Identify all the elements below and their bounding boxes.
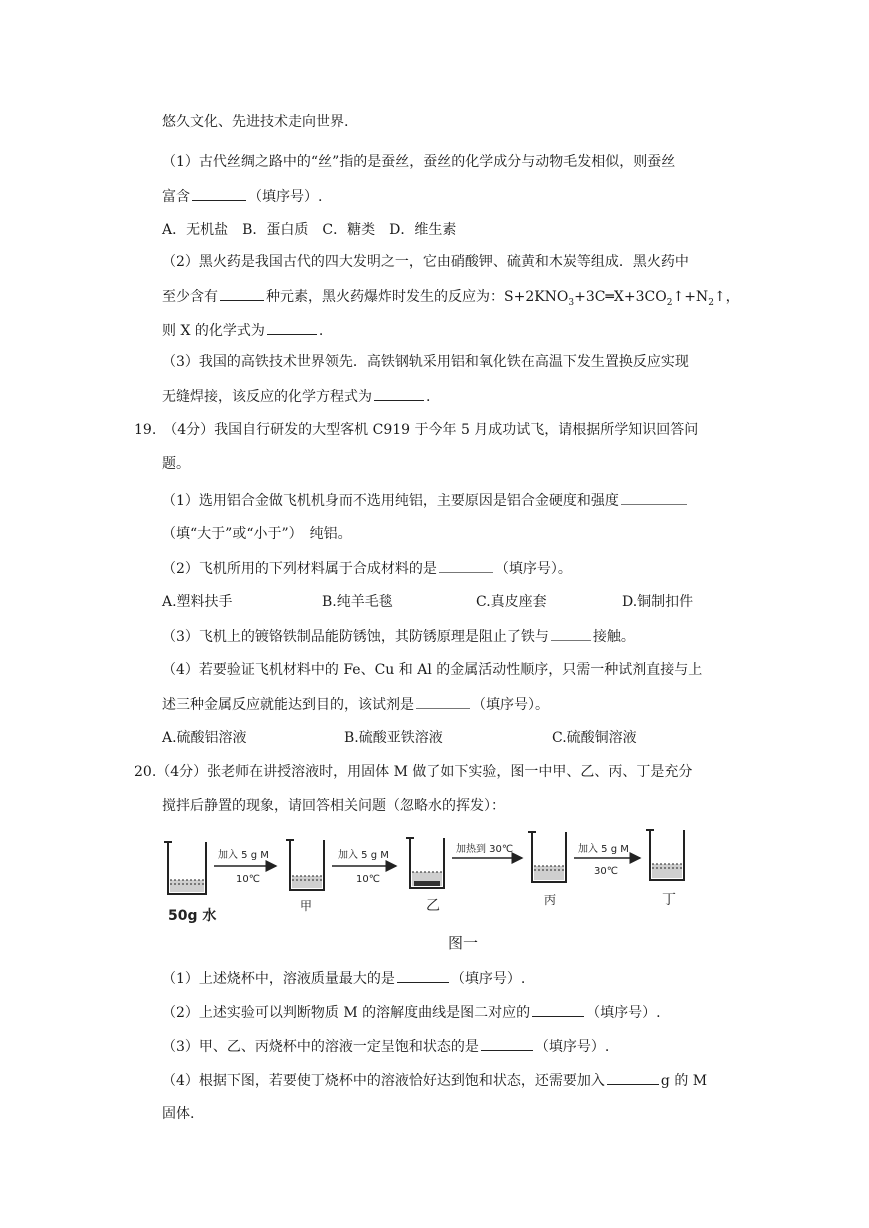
q19-part1-text-2: （填“大于”或“小于”） 纯铝。 bbox=[162, 526, 352, 542]
beaker-start bbox=[164, 842, 206, 894]
beaker-jia-label: 甲 bbox=[300, 899, 313, 913]
q19-part4-option-a: A.硫酸铝溶液 bbox=[162, 730, 247, 746]
q19-part4-text: （4）若要验证飞机材料中的 Fe、Cu 和 Al 的金属活动性顺序，只需一种试剂直接与上 bbox=[162, 662, 703, 678]
q18-part1-text-2 bbox=[162, 186, 322, 207]
q18-sub-1: 3 bbox=[568, 297, 575, 308]
q19-heading: 19. （4分）我国自行研发的大型客机 C919 于今年 5 月成功试飞，请根据所学知识回答问 bbox=[134, 422, 699, 438]
start-label: 50g 水 bbox=[168, 908, 217, 924]
q18-part3-text-2 bbox=[162, 386, 430, 407]
q19-part1-blank[interactable] bbox=[621, 490, 687, 505]
q19-part3-text bbox=[162, 626, 635, 647]
q18-part3-post: . bbox=[426, 389, 431, 405]
q20-part2-pre: （2）上述实验可以判断物质 M 的溶解度曲线是图二对应的 bbox=[162, 1005, 531, 1021]
q18-part2-text-3 bbox=[162, 320, 323, 341]
q18-part2-blank-1[interactable] bbox=[220, 286, 264, 301]
arrow-2-bottom-label: 10℃ bbox=[356, 874, 380, 885]
q19-part4-text-2 bbox=[162, 694, 549, 715]
q18-part1-options: A．无机盐 B．蛋白质 C．糖类 D．维生素 bbox=[162, 222, 457, 238]
diagram-caption: 图一 bbox=[448, 934, 479, 952]
beaker-jia bbox=[286, 840, 324, 890]
q19-heading-2: 题。 bbox=[162, 456, 190, 472]
beaker-yi-label: 乙 bbox=[426, 898, 440, 914]
q20-part3-pre: （3）甲、乙、丙烧杯中的溶液一定呈饱和状态的是 bbox=[162, 1039, 479, 1055]
q19-part1-pre: （1）选用铝合金做飞机机身而不选用纯铝，主要原因是铝合金硬度和强度 bbox=[162, 493, 619, 509]
q19-part3-blank[interactable] bbox=[551, 626, 591, 641]
q18-part2-blank-2[interactable] bbox=[267, 320, 317, 335]
q20-part1-pre: （1）上述烧杯中，溶液质量最大的是 bbox=[162, 971, 395, 987]
q20-part1-text bbox=[162, 968, 525, 989]
q20-part4-text bbox=[162, 1070, 707, 1091]
beaker-yi bbox=[406, 838, 444, 888]
q18-sub-3: 2 bbox=[708, 297, 714, 308]
arrow-4-bottom-label: 30℃ bbox=[594, 866, 618, 877]
q19-part3-post: 接触。 bbox=[592, 629, 635, 645]
arrow-3-top-label: 加热到 30℃ bbox=[456, 844, 514, 855]
arrow-1-bottom-label: 10℃ bbox=[236, 874, 260, 885]
q19-part4-pre: 述三种金属反应就能达到目的，该试剂是 bbox=[162, 697, 414, 713]
q20-part2-post: （填序号）. bbox=[586, 1005, 661, 1021]
arrow-4-top-label: 加入 5 g M bbox=[578, 844, 629, 855]
q19-part2-post: （填序号）。 bbox=[494, 561, 572, 577]
beaker-bing-label: 丙 bbox=[544, 893, 557, 907]
q20-part3-blank[interactable] bbox=[481, 1036, 533, 1051]
q19-option-c: C.真皮座套 bbox=[476, 594, 547, 610]
q20-heading-2: 搅拌后静置的现象，请回答相关问题（忽略水的挥发）： bbox=[162, 798, 505, 814]
q19-option-d: D.铜制扣件 bbox=[622, 594, 694, 610]
q19-part4-blank[interactable] bbox=[416, 694, 470, 709]
q20-part4-post: g 的 M bbox=[660, 1073, 708, 1089]
q18-part2-c-pre: 则 X 的化学式为 bbox=[162, 323, 265, 339]
q19-part1-text bbox=[162, 490, 689, 511]
q18-part3-pre: 无缝焊接，该反应的化学方程式为 bbox=[162, 389, 372, 405]
beaker-experiment-diagram bbox=[160, 824, 708, 924]
q18-part2-c-post: . bbox=[318, 323, 324, 339]
q18-part2-pre: 至少含有 bbox=[162, 289, 218, 305]
q18-part1-text: （1）古代丝绸之路中的“丝”指的是蚕丝，蚕丝的化学成分与动物毛发相似，则蚕丝 bbox=[162, 154, 676, 170]
q18-part3-text: （3）我国的高铁技术世界领先．高铁钢轨采用铝和氧化铁在高温下发生置换反应实现 bbox=[162, 354, 689, 370]
q18-part2-mid: 种元素，黑火药爆炸时发生的反应为：S+2KNO bbox=[266, 289, 569, 305]
q19-part4-post: （填序号）。 bbox=[472, 697, 549, 713]
q18-part2-end: ↑， bbox=[713, 289, 740, 305]
q20-part3-text bbox=[162, 1036, 609, 1057]
q18-part2-text-2 bbox=[162, 286, 740, 313]
q19-part3-pre: （3）飞机上的镀铬铁制品能防锈蚀，其防锈原理是阻止了铁与 bbox=[162, 629, 549, 645]
q19-option-b: B.纯羊毛毯 bbox=[322, 594, 393, 610]
q20-part2-text bbox=[162, 1002, 661, 1023]
q20-part1-post: （填序号）. bbox=[450, 971, 526, 987]
q18-part1-blank[interactable] bbox=[192, 186, 246, 201]
q18-part1-pre: 富含 bbox=[162, 189, 190, 205]
arrow-2-top-label: 加入 5 g M bbox=[338, 850, 389, 861]
q19-part4-option-c: C.硫酸铜溶液 bbox=[552, 730, 637, 746]
q20-part4-blank[interactable] bbox=[607, 1070, 659, 1085]
q18-part1-post: （填序号）. bbox=[248, 189, 323, 205]
q20-part4-pre: （4）根据下图，若要使丁烧杯中的溶液恰好达到饱和状态，还需要加入 bbox=[162, 1073, 605, 1089]
beaker-ding-label: 丁 bbox=[662, 892, 676, 908]
q20-part4-text-2: 固体. bbox=[162, 1106, 195, 1122]
q18-sub-2: 2 bbox=[666, 297, 673, 308]
q20-part3-post: （填序号）. bbox=[534, 1039, 610, 1055]
q19-option-a: A.塑料扶手 bbox=[162, 594, 233, 610]
beaker-ding bbox=[646, 830, 684, 880]
q18-part2-mid2: +3C═X+3CO bbox=[574, 289, 667, 305]
q18-part2-text: （2）黑火药是我国古代的四大发明之一，它由硝酸钾、硫黄和木炭等组成．黑火药中 bbox=[162, 254, 689, 270]
q20-part1-blank[interactable] bbox=[397, 968, 449, 983]
arrow-1-top-label: 加入 5 g M bbox=[218, 850, 269, 861]
q19-part2-text bbox=[162, 558, 572, 579]
q18-part3-blank[interactable] bbox=[374, 386, 424, 401]
beaker-bing bbox=[528, 832, 566, 882]
q20-part2-blank[interactable] bbox=[532, 1002, 584, 1017]
q19-part4-option-b: B.硫酸亚铁溶液 bbox=[344, 730, 443, 746]
q19-part2-blank[interactable] bbox=[439, 558, 493, 573]
q19-part2-pre: （2）飞机所用的下列材料属于合成材料的是 bbox=[162, 561, 437, 577]
q18-part2-mid3: ↑+N bbox=[672, 289, 709, 305]
q20-heading: 20.（4分）张老师在讲授溶液时，用固体 M 做了如下实验，图一中甲、乙、丙、丁是充分 bbox=[134, 764, 693, 780]
q18-intro-tail: 悠久文化、先进技术走向世界. bbox=[162, 114, 349, 130]
